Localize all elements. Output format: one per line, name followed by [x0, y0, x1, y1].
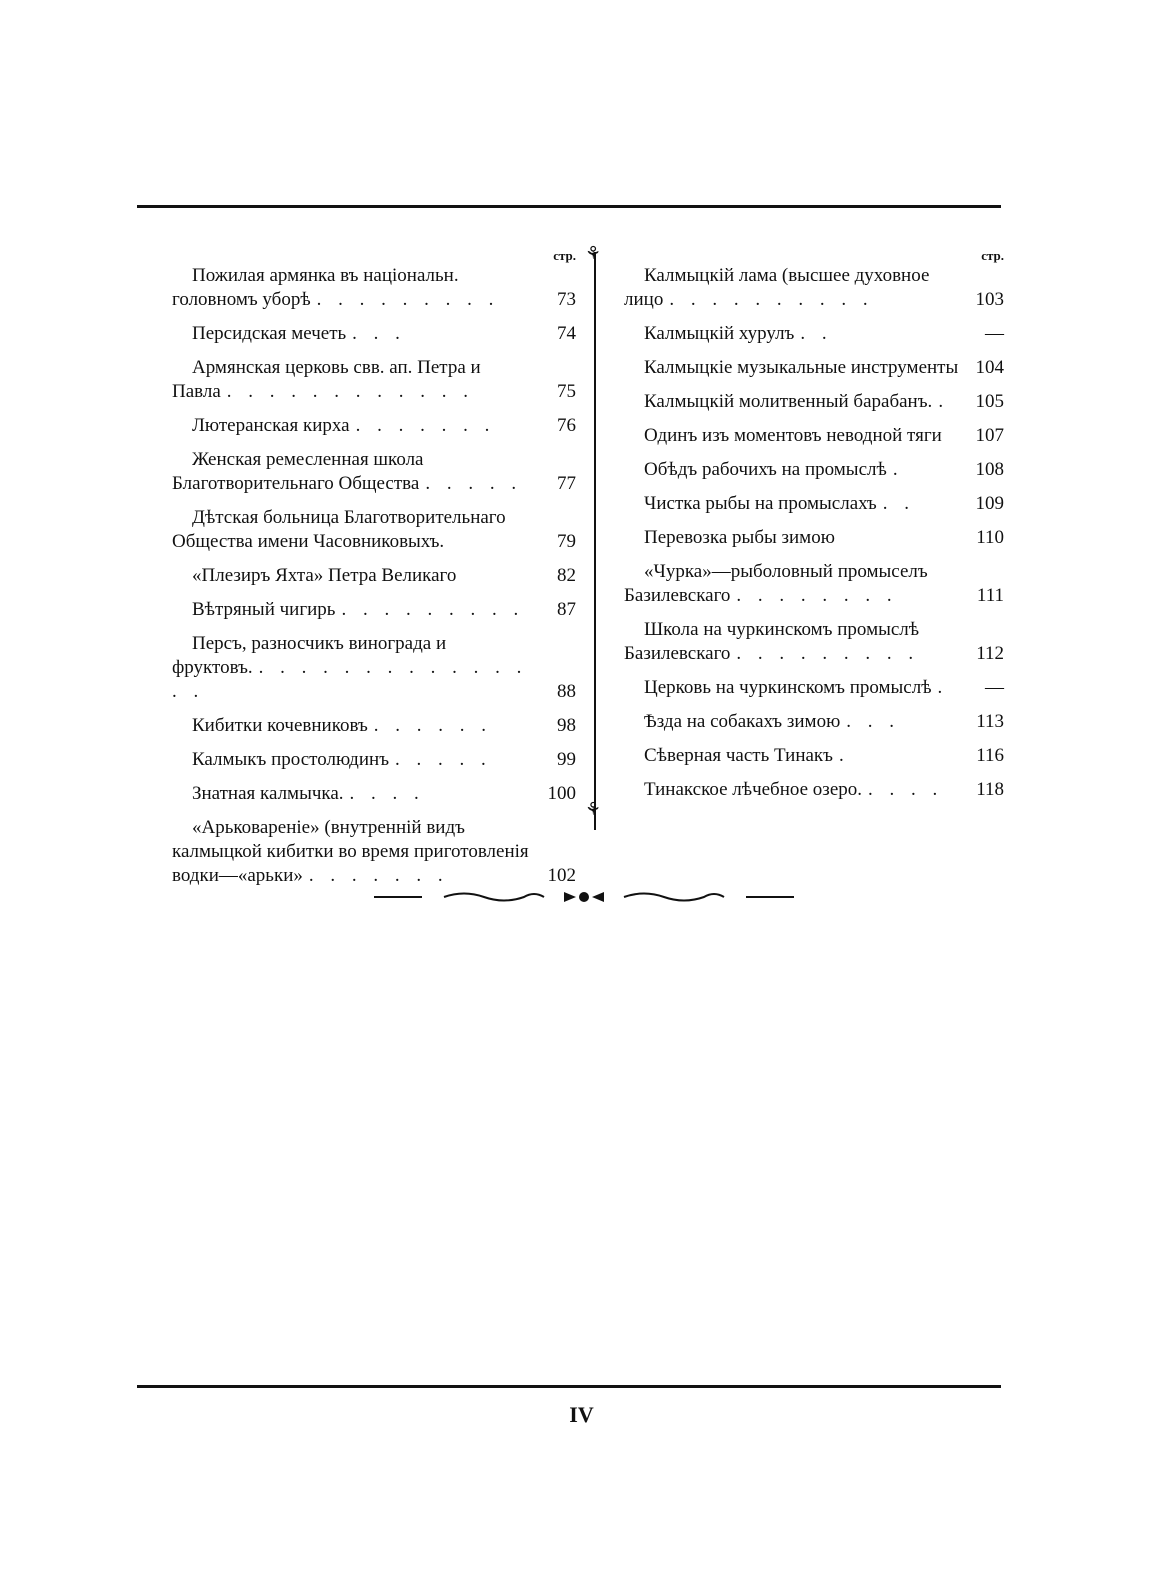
page-column-label: стр.: [981, 248, 1004, 263]
toc-entry-page: 74: [557, 323, 576, 344]
toc-entry-page: 118: [976, 779, 1004, 800]
toc-entry-title-text: Тинакское лѣчебное озеро.: [644, 779, 862, 800]
toc-entry-title: [624, 778, 960, 802]
toc-entry: [624, 390, 1004, 414]
toc-entry: [624, 676, 1004, 700]
toc-entry-title-text: Знатная калмычка.: [192, 783, 344, 804]
bottom-rule: [137, 1385, 1001, 1388]
toc-entry: [172, 782, 576, 806]
toc-leader-dots: . .: [882, 493, 915, 514]
toc-leader-dots: . . . . . . .: [355, 415, 496, 436]
toc-entry-page: 111: [976, 585, 1004, 606]
toc-entry-page: 82: [557, 565, 576, 586]
toc-entry: [172, 748, 576, 772]
toc-entry: [624, 710, 1004, 734]
toc-leader-dots: . . . . .: [425, 473, 523, 494]
toc-entry-title: [172, 506, 532, 554]
toc-entry-title-text: Перевозка рыбы зимою: [644, 527, 835, 548]
toc-leader-dots: . . . . . . . . . . . .: [226, 381, 475, 402]
toc-entry-title-text: Калмыцкіе музыкальные инструменты: [644, 357, 959, 378]
toc-column-left: [172, 248, 576, 898]
toc-entry: [172, 322, 576, 346]
toc-entry-title: [624, 526, 960, 550]
toc-leader-dots: . . . . . .: [373, 715, 493, 736]
toc-entry-title-text: Сѣверная часть Тинакъ: [644, 745, 833, 766]
toc-entry-title: [624, 676, 960, 700]
ornamental-vine-icon: [374, 882, 794, 912]
toc-entry-page: 104: [975, 357, 1004, 378]
toc-entry: [624, 322, 1004, 346]
toc-entry-page: 107: [975, 425, 1004, 446]
toc-leader-dots: .: [937, 677, 949, 698]
fleuron-bottom-icon: ⚘: [585, 799, 602, 819]
toc-entry: [624, 356, 1004, 380]
toc-entry: [172, 632, 576, 704]
toc-entry-title: [172, 356, 532, 404]
toc-entry: [624, 492, 1004, 516]
toc-column-right: [624, 248, 1004, 812]
toc-leader-dots: [835, 527, 841, 548]
toc-entry-page: 87: [557, 599, 576, 620]
toc-entry: [624, 618, 1004, 666]
toc-entry-page: 102: [547, 865, 576, 886]
toc-leader-dots: .: [838, 745, 850, 766]
toc-entry: [172, 414, 576, 438]
top-rule: [137, 205, 1001, 208]
toc-leader-dots: . . . .: [868, 779, 944, 800]
toc-entry-title: [624, 560, 960, 608]
toc-entry-title-text: Персъ, разносчикъ винограда и фруктовъ.: [172, 633, 447, 678]
toc-entry-title-text: Калмыцкій лама (высшее духовное лицо: [624, 265, 930, 310]
toc-entry-title-text: Калмыцкій хурулъ: [644, 323, 795, 344]
toc-entry-page: 109: [975, 493, 1004, 514]
toc-entry-page: 112: [976, 643, 1004, 664]
toc-entry-title-text: Пожилая армянка въ національн. головномъ уборѣ: [172, 265, 459, 310]
toc-entry-page: —: [985, 323, 1004, 344]
toc-entry-title-text: «Арьковареніе» (внутренній видъ калмыцкой кибитки во время приготовленія водки—«арьки»: [172, 817, 529, 886]
toc-entry-title-text: Калмыкъ простолюдинъ: [192, 749, 390, 770]
toc-entry-title-text: Армянская церковь свв. ап. Петра и Павла: [172, 357, 481, 402]
toc-leader-dots: .: [938, 391, 950, 412]
toc-entry: [624, 424, 1004, 448]
toc-entry-title: [624, 424, 960, 448]
toc-entry-title: [624, 322, 960, 346]
toc-entry: [624, 458, 1004, 482]
toc-entry-title: [172, 632, 532, 704]
toc-leader-dots: . . .: [352, 323, 406, 344]
toc-leader-dots: . . . . . . .: [308, 865, 449, 886]
toc-entry-title: [172, 264, 532, 312]
toc-entry-page: —: [985, 677, 1004, 698]
toc-entry-title: [624, 492, 960, 516]
toc-entry-title: [624, 710, 960, 734]
toc-entry-title-text: Вѣтряный чигирь: [192, 599, 336, 620]
toc-entry-title: [172, 598, 532, 622]
toc-entry: [624, 560, 1004, 608]
toc-entry-page: 116: [976, 745, 1004, 766]
toc-entry: [172, 714, 576, 738]
toc-entry: [624, 526, 1004, 550]
toc-entry-title: [172, 748, 532, 772]
toc-entry-title-text: Чистка рыбы на промыслахъ: [644, 493, 877, 514]
toc-entry-page: 108: [975, 459, 1004, 480]
toc-entry-title-text: Калмыцкій молитвенный барабанъ.: [644, 391, 933, 412]
toc-leader-dots: . . . . .: [395, 749, 492, 770]
toc-entry: [172, 506, 576, 554]
toc-entry-title-text: Одинъ изъ моментовъ неводной тяги: [644, 425, 942, 446]
toc-list-right: [624, 264, 1004, 802]
toc-entry: [624, 778, 1004, 802]
toc-entry-title: [172, 714, 532, 738]
toc-entry-title-text: Кибитки кочевниковъ: [192, 715, 368, 736]
toc-entry-title-text: Обѣдъ рабочихъ на промыслѣ: [644, 459, 887, 480]
toc-entry-title-text: Персидская мечеть: [192, 323, 347, 344]
toc-entry-title: [624, 744, 960, 768]
toc-entry-title: [172, 414, 532, 438]
toc-entry-page: 73: [557, 289, 576, 310]
toc-entry-page: 88: [557, 681, 576, 702]
toc-leader-dots: . . . . . . . . .: [341, 599, 525, 620]
page-column-label: стр.: [553, 248, 576, 263]
toc-entry-page: 110: [976, 527, 1004, 548]
toc-entry: [172, 448, 576, 496]
toc-entry-title: [172, 782, 532, 806]
toc-entry-title: [624, 458, 960, 482]
toc-entry-page: 105: [975, 391, 1004, 412]
page-number: IV: [569, 1402, 594, 1427]
toc-entry-page: 98: [557, 715, 576, 736]
toc-entry-title: [172, 322, 532, 346]
toc-entry: [624, 744, 1004, 768]
toc-leader-dots: [456, 565, 462, 586]
toc-leader-dots: . . . .: [349, 783, 425, 804]
toc-entry: [172, 264, 576, 312]
toc-entry-title: [172, 448, 532, 496]
toc-entry: [172, 598, 576, 622]
toc-entry: [172, 564, 576, 588]
toc-entry: [624, 264, 1004, 312]
toc-leader-dots: . . . . . . . . .: [736, 643, 920, 664]
toc-leader-dots: . . . . . . . .: [736, 585, 898, 606]
toc-entry-title-text: Лютеранская кирха: [192, 415, 350, 436]
toc-entry-title-text: Ѣзда на собакахъ зимою: [644, 711, 841, 732]
toc-entry-title-text: Дѣтская больница Благотворительнаго Общества имени Часовниковыхъ.: [172, 507, 506, 552]
toc-entry-page: 79: [557, 531, 576, 552]
toc-entry-page: 77: [557, 473, 576, 494]
toc-entry: [172, 816, 576, 888]
toc-entry-title: [624, 356, 960, 380]
toc-entry-page: 103: [975, 289, 1004, 310]
toc-entry-title: [172, 564, 532, 588]
toc-entry-title-text: Церковь на чуркинскомъ промыслѣ: [644, 677, 932, 698]
toc-leader-dots: .: [892, 459, 904, 480]
toc-entry-page: 99: [557, 749, 576, 770]
toc-leader-dots: . . . . . . . . . . . . . . .: [172, 657, 528, 702]
fleuron-top-icon: ⚘: [585, 243, 602, 263]
toc-entry-title-text: Школа на чуркинскомъ промыслѣ Базилевскаго: [624, 619, 920, 664]
toc-entry-title-text: «Чурка»—рыболовный промыселъ Базилевскаго: [624, 561, 928, 606]
toc-leader-dots: [444, 531, 450, 552]
toc-leader-dots: . . . . . . . . .: [316, 289, 500, 310]
toc-entry-title: [624, 618, 960, 666]
toc-leader-dots: [942, 425, 948, 446]
toc-entry: [172, 356, 576, 404]
toc-leader-dots: . .: [800, 323, 833, 344]
toc-entry-title: [624, 264, 960, 312]
toc-entry-title: [624, 390, 960, 414]
toc-entry-page: 100: [547, 783, 576, 804]
toc-entry-page: 113: [976, 711, 1004, 732]
toc-entry-page: 76: [557, 415, 576, 436]
toc-entry-title-text: Женская ремесленная школа Благотворительнаго Общества: [172, 449, 424, 494]
toc-entry-title: [172, 816, 532, 888]
column-divider: [594, 252, 596, 830]
toc-entry-page: 75: [557, 381, 576, 402]
toc-entry-title-text: «Плезиръ Яхта» Петра Великаго: [192, 565, 457, 586]
toc-leader-dots: . . . . . . . . . .: [669, 289, 874, 310]
toc-leader-dots: . . .: [846, 711, 901, 732]
toc-list-left: [172, 264, 576, 888]
